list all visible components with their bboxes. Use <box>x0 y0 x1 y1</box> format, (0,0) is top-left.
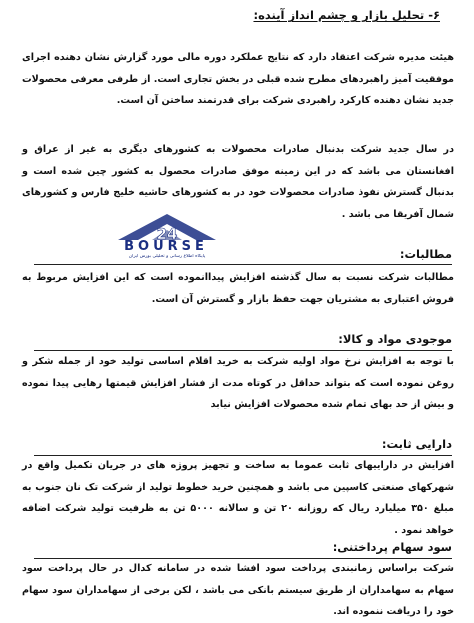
section-heading-market-analysis: ۶- تحلیل بازار و چشم انداز آینده: <box>253 8 440 22</box>
section-heading-inventory: موجودی مواد و کالا: <box>338 332 452 346</box>
section-heading-dividends: سود سهام پرداختنی: <box>332 540 452 554</box>
paragraph-exports: در سال جدید شرکت بدنبال صادرات محصولات به کشورهای دیگری به غیر از عراق و افغانستان می باشد که در این زمینه موفق صادرات محصول به کشور چین شده است و بدنبال گسترش نفوذ صادرات محصولات خود در به کشورهای حاشیه خلیج فارس و کشورهای شمال آفریقا می باشد . <box>22 144 454 220</box>
brand-tagline: پایگاه اطلاع رسانی و تحلیلی بورس ایران <box>128 254 206 259</box>
section-heading-fixed-assets: دارایی ثابت: <box>381 437 452 451</box>
bourse24-watermark-logo <box>96 212 238 262</box>
section-heading-receivables: مطالبات: <box>399 247 452 261</box>
brand-text: BOURSE <box>124 239 208 254</box>
paragraph-dividends: شرکت براساس زمانبندی پرداخت سود افشا شده در سامانه کدال در حال پرداخت سود سهام به سهامداران از طریق سیستم بانکی می باشد ، لکن برخی از سهامداران سود سهام خود را دریافت ننموده اند. <box>22 563 454 617</box>
paragraph-board-opinion: هیئت مدیره شرکت اعتقاد دارد که نتایج عملکرد دوره مالی مورد گزارش نشان دهنده اجرای موفقیت آمیز راهبردهای مطرح شده قبلی در بخش تجاری است. از طرفی معرفی محصولات جدید نشان دهنده کارکرد راهبردی شرکت برای قدرتمند ساختن آن است. <box>22 52 454 106</box>
paragraph-receivables: مطالبات شرکت نسبت به سال گذشته افزایش پیداانموده است که این افزایش مربوط به فروش اعتباری به مشتریان جهت حفظ بازار و گسترش آن است. <box>22 272 454 305</box>
brand-number: 24 <box>156 225 178 242</box>
paragraph-inventory: با توجه به افزایش نرخ مواد اولیه شرکت به خرید اقلام اساسی تولید خود از جمله شکر و روغن نموده است که بتواند حداقل در کوتاه مدت از فشار افزایش قیمتها رهایی پیدا نموده و بیش از حد بهای تمام شده محصولات افزایش نیابد <box>22 356 454 410</box>
bourse24-emblem-icon <box>96 212 238 242</box>
paragraph-fixed-assets: افزایش در داراییهای ثابت عموما به ساخت و تجهیز پروژه های در جریان تکمیل واقع در شهرکهای صنعتی کاسپین می باشد و همچنین خرید خطوط تولید از شرکت تک نان جنوب به مبلغ ۳۵۰ میلیارد ریال که روزانه ۲۰ تن و سالانه ۵۰۰۰ تن به ظرفیت تولید شرکت اضافه خواهد نمود . <box>22 460 454 536</box>
section-divider <box>34 264 452 265</box>
